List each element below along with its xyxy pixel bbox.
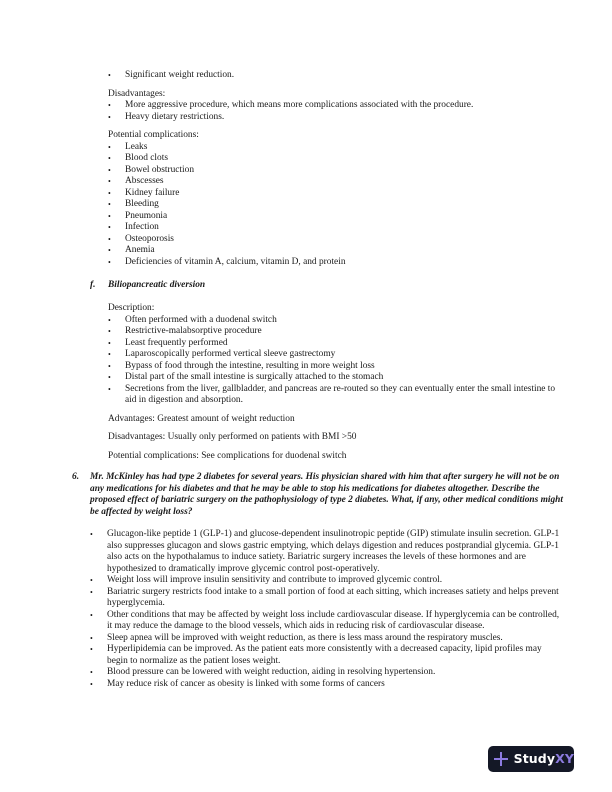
list-item: • Often performed with a duodenal switch [108,315,563,327]
list-item: • Weight loss will improve insulin sensitivity and contribute to improved glycemic control. [90,575,560,587]
section-f-marker: f. [90,280,96,290]
list-item: • Blood clots [108,153,558,165]
list-item: • Sleep apnea will be improved with weight reduction, as there is less mass around the respiratory muscles. [90,633,560,645]
list-item: • Infection [108,222,558,234]
list-item: • Kidney failure [108,188,558,200]
list-item: • Secretions from the liver, gallbladder, and pancreas are re-routed so they can eventually enter the small intestine to aid in digestion and absorption. [108,384,563,407]
advantages-list [108,70,558,82]
disadvantages-list [108,100,558,123]
disadvantages-label: Disadvantages: [108,88,166,99]
top-section [108,70,558,268]
disadvantages-text: Disadvantages: Usually only performed on patients with BMI >50 [108,432,357,442]
description-list [108,315,563,407]
list-item: • Deficiencies of vitamin A, calcium, vitamin D, and protein [108,257,558,269]
list-item: • Significant weight reduction. [108,70,558,82]
list-item: • Distal part of the small intestine is surgically attached to the stomach [108,372,563,384]
list-item: • Other conditions that may be affected by weight loss include cardiovascular disease. If hyperglycemia can be controlled, it may reduce the damage to the blood vessels, which aids in reducing risk of cardiovascular disease. [90,610,560,633]
description-label: Description: [108,303,155,313]
complications-list [108,142,558,269]
complications-label: Potential complications: [108,130,199,140]
list-item: • Glucagon-like peptide 1 (GLP-1) and glucose-dependent insulinotropic peptide (GIP) stimulate insulin secretion. GLP-1 also suppresses glucagon and slows gastric emptying, which delays digestion and reduces postprandial glycemia. GLP-1 also acts on the hypothalamus to induce satiety. Bariatric surgery increases the levels of these hormones and are hypothesized to dramatically improve glycemic control post-operatively. [90,529,560,575]
list-item: • Abscesses [108,176,558,188]
brand-accent: XY [555,751,574,767]
list-item: • Leaks [108,142,558,154]
plus-icon [494,752,508,766]
list-item: • May reduce risk of cancer as obesity is linked with some forms of cancers [90,679,560,691]
list-item: • Bleeding [108,199,558,211]
answer-list [90,529,560,690]
question-number: 6. [72,472,80,482]
list-item: • Least frequently performed [108,338,563,350]
list-item: • Hyperlipidemia can be improved. As the patient eats more consistently with a decreased capacity, lipid profiles may begin to normalize as the patient loses weight. [90,644,560,667]
complications-text: Potential complications: See complications for duodenal switch [108,450,347,461]
list-item: • Pneumonia [108,211,558,223]
list-item: • Bowel obstruction [108,165,558,177]
list-item: • Bariatric surgery restricts food intake to a small portion of food at each sitting, which increases satiety and helps prevent hyperglycemia. [90,587,560,610]
studyxy-watermark[interactable] [488,746,574,772]
list-item: • Heavy dietary restrictions. [108,112,558,124]
section-f-body [108,303,563,462]
list-item: • Blood pressure can be lowered with weight reduction, aiding in resolving hypertension. [90,667,560,679]
answer-section [90,529,560,690]
advantages-text: Advantages: Greatest amount of weight reduction [108,413,295,424]
list-item: • Osteoporosis [108,234,558,246]
list-item: • Laparoscopically performed vertical sleeve gastrectomy [108,349,563,361]
section-f-title: Biliopancreatic diversion [108,280,206,290]
question-text: Mr. McKinley has had type 2 diabetes for several years. His physician shared with him that after surgery he will not be on any medications for his diabetes and that he may be able to stop his medications for diabetes altogether. Describe the proposed effect of bariatric surgery on the pathophysiology of type 2 diabetes. What, if any, other medical conditions might be affected by weight loss? [90,472,563,517]
brand-main: Study [513,751,556,767]
list-item: • Bypass of food through the intestine, resulting in more weight loss [108,361,563,373]
list-item: • Restrictive-malabsorptive procedure [108,326,563,338]
list-item: • More aggressive procedure, which means more complications associated with the procedure. [108,100,558,112]
list-item: • Anemia [108,245,558,257]
brand-name [514,753,574,765]
